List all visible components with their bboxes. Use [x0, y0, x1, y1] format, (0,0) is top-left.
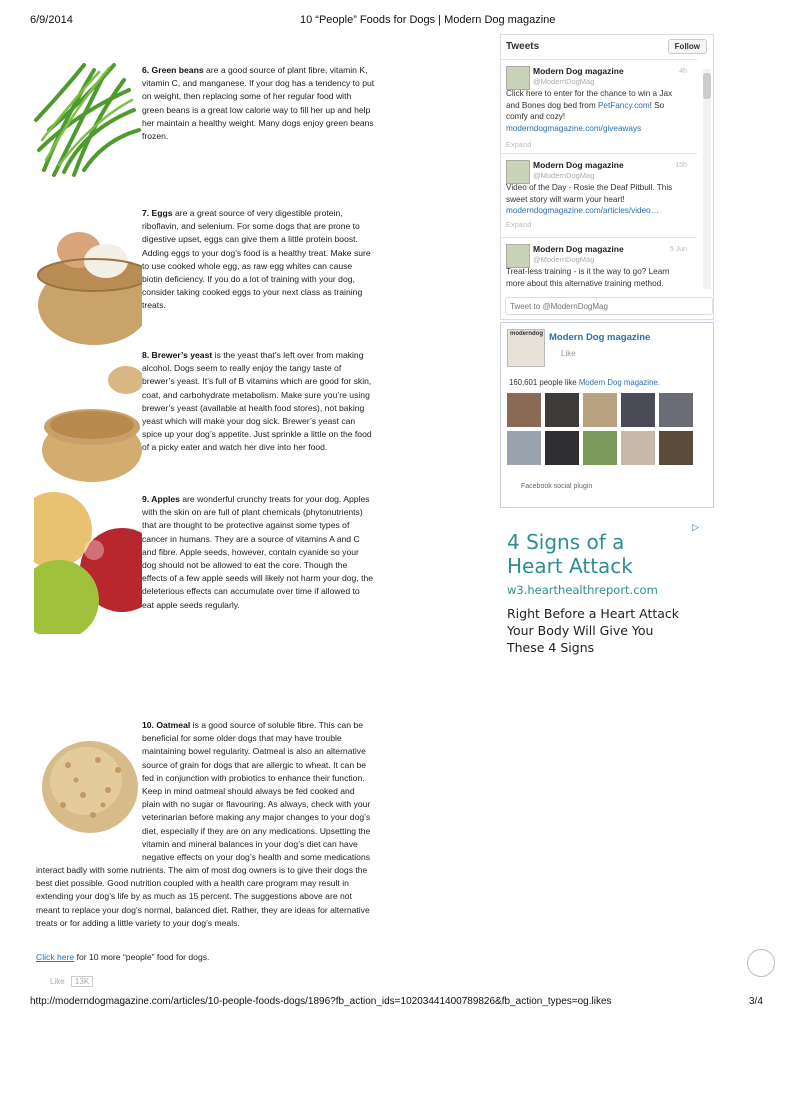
text-line: digestive upset, eggs can give them a little protein boost. [142, 234, 358, 245]
expand-link[interactable]: Expand [506, 220, 532, 229]
fb-like-button[interactable]: Like [561, 349, 576, 358]
avatar [506, 160, 530, 184]
fan-photo[interactable] [583, 431, 617, 465]
text-line: that are thought to be protective against some types of [142, 520, 350, 531]
text-line: source of grain for dogs that are allergic to wheat. It can be [142, 759, 367, 770]
tweet[interactable] [501, 237, 697, 295]
petfancy-link[interactable]: PetFancy.com [597, 100, 650, 110]
green-beans-image [34, 60, 142, 178]
tweet-list [501, 59, 713, 295]
click-here-text: for 10 more “people” food for dogs. [76, 952, 210, 962]
tweet[interactable] [501, 59, 697, 152]
tweet-text: Treat-less training - is it the way to go? Learn more about this alternative training method. [506, 267, 670, 288]
tweet-time: 5 Jun [669, 246, 687, 253]
text-line: brewer’s yeast (available at health food stores), not baking [142, 402, 365, 413]
text-line: diet, especially if they are on any medications. Upsetting the [142, 825, 371, 836]
avatar [506, 66, 530, 90]
tweet-handle: @ModernDogMag [533, 171, 595, 180]
tweet-compose-input[interactable] [505, 297, 713, 315]
text-line: treats or for adding a little variety to your dog’s meals. [36, 917, 240, 928]
brewers-yeast-image [34, 345, 142, 485]
tweet-author: Modern Dog magazine [533, 66, 624, 76]
text-line: vitamin and mineral balances in your dog’s diet can have [142, 838, 358, 849]
text-line: negative effects on your dog’s health and some medications [142, 852, 371, 863]
text-line: maintaining bowel regularity. Oatmeal is also an alternative [142, 746, 366, 757]
tweet-text: Video of the Day - Rosie the Deaf Pitbull. This sweet story will warm your heart! moderndogmagazine.com/articles/video… [506, 182, 691, 217]
item-green-beans [142, 64, 392, 143]
ad-text: Right Before a Heart Attack Your Body Will Give You These 4 Signs [507, 606, 680, 655]
item-heading: 8. Brewer’s yeast [142, 350, 213, 360]
text-line: 6. Green beans are a good source of plant fibre, vitamin K, [142, 65, 368, 75]
text-line: eat apple seeds regularly. [142, 599, 240, 610]
like-label[interactable]: Like [50, 977, 65, 986]
text-line: fed in conjunction with probiotics to enhance their function. [142, 772, 365, 783]
fan-photo[interactable] [659, 431, 693, 465]
tweet-handle: @ModernDogMag [533, 255, 595, 264]
click-here-link[interactable]: Click here [36, 952, 75, 962]
text-line: on weight, then replacing some of her regular food with [142, 91, 352, 102]
text-line: beneficial for some older dogs that may have trouble [142, 733, 342, 744]
text-line: Keep in mind oatmeal should always be fed cooked and [142, 786, 355, 797]
text-line: plain with no sugar or flavouring. As always, check with your [142, 799, 371, 810]
text-line: Adding eggs to your dog’s food is a healthy treat. Make sure [142, 247, 371, 258]
ad-choices-icon[interactable]: ▷ [692, 522, 699, 532]
text-line: biotin deficiency. If you do a lot of training with your dog, [142, 274, 355, 285]
fb-likes-count: 160,601 people like Modern Dog magazine. [509, 378, 660, 387]
text-line: extending your dog’s life by as much as 15 percent. The suggestions above are not [36, 891, 352, 902]
text-line: and fibre. Apple seeds, however, contain cyanide so your [142, 546, 359, 557]
tweet[interactable] [501, 153, 697, 236]
click-here-line [36, 951, 336, 964]
fan-photo[interactable] [583, 393, 617, 427]
item-heading: 7. Eggs [142, 208, 173, 218]
like-count: 13K [71, 976, 93, 987]
oatmeal-continued [36, 864, 416, 930]
item-oatmeal [142, 719, 392, 864]
scan-hole-mark [747, 949, 775, 977]
facebook-like-box [500, 322, 714, 508]
tweet-scrollbar[interactable] [703, 69, 711, 289]
text-line: effects of a few apple seeds will likely not harm your dog, the [142, 573, 374, 584]
ad-url[interactable]: w3.hearthealthreport.com [507, 583, 658, 597]
fan-photo[interactable] [621, 431, 655, 465]
avatar [506, 244, 530, 268]
ad-title[interactable]: 4 Signs of a Heart Attack [507, 530, 633, 578]
tweet-author: Modern Dog magazine [533, 244, 624, 254]
fan-photo[interactable] [545, 393, 579, 427]
text-line: with the skin on are full of plant chemicals (phytonutrients) [142, 507, 363, 518]
twitter-widget [500, 34, 714, 320]
item-apples [142, 493, 392, 612]
text-line: 10. Oatmeal is a good source of soluble fibre. This can be [142, 720, 364, 730]
item-heading: 10. Oatmeal [142, 720, 191, 730]
fb-page-name[interactable]: Modern Dog magazine [549, 332, 651, 343]
item-heading: 9. Apples [142, 494, 180, 504]
fan-photo[interactable] [621, 393, 655, 427]
tweets-title: Tweets [506, 41, 540, 52]
tweet-link[interactable]: moderndogmagazine.com/giveaways [506, 123, 642, 133]
tweet-handle: @ModernDogMag [533, 77, 595, 86]
text-line: interact badly with some nutrients. The aim of most dog owners is to give their dogs the [36, 865, 368, 875]
text-line: meant to replace your dog’s normal, balanced diet. Rather, they are ideas for alternative [36, 904, 370, 915]
tweet-author: Modern Dog magazine [533, 160, 624, 170]
expand-link[interactable]: Expand [506, 140, 532, 149]
apples-image [34, 490, 142, 634]
fan-photo[interactable] [507, 431, 541, 465]
fan-photo[interactable] [659, 393, 693, 427]
page-title: 10 “People” Foods for Dogs | Modern Dog magazine [300, 14, 556, 26]
tweet-time: 15h [675, 162, 687, 169]
text-line: frozen. [142, 131, 169, 142]
text-line: 8. Brewer’s yeast is the yeast that’s left over from making [142, 350, 364, 360]
footer-url: http://moderndogmagazine.com/articles/10-people-foods-dogs/1896?fb_action_ids=10203441400789826&fb_action_types=og.likes [30, 996, 612, 1007]
oatmeal-image [38, 725, 140, 840]
text-line: brewer’s yeast. It’s full of B vitamins which are good for skin, [142, 376, 372, 387]
text-line: spice up your dog’s appetite. Just sprinkle a little on the food [142, 429, 372, 440]
text-line: 7. Eggs are a great source of very digestible protein, [142, 208, 343, 218]
text-line: cancer in humans. They are a source of vitamins A and C [142, 533, 360, 544]
text-line: dog should not be allowed to eat the core. Though the [142, 560, 348, 571]
text-line: best diet possible. Good nutrition coupled with a health care program may result in [36, 878, 349, 889]
text-line: alcohol. Dogs seem to really enjoy the tangy taste of [142, 363, 342, 374]
scrollbar-thumb[interactable] [703, 73, 711, 99]
like-widget[interactable] [50, 976, 93, 987]
print-date: 6/9/2014 [30, 14, 73, 26]
follow-button[interactable]: Follow [668, 39, 707, 54]
footer-page-number: 3/4 [749, 996, 763, 1007]
text-line: consider taking cooked eggs to your next class as training [142, 287, 363, 298]
fb-logo-text: moderndog [510, 331, 543, 337]
item-brewers-yeast [142, 349, 392, 455]
text-line: coat, and carbohydrate metabolism. Make sure you’re using [142, 389, 370, 400]
tweet-link[interactable]: moderndogmagazine.com/articles/video… [506, 206, 659, 215]
tweet-time: 4h [679, 68, 687, 75]
text-line: of a picky eater and watch her dive into her food. [142, 442, 328, 453]
fb-page-avatar [507, 329, 545, 367]
text-line: treats. [142, 300, 166, 311]
fb-fan-grid [507, 393, 707, 465]
text-line: green beans is a great low calorie way to fill her up and help [142, 104, 371, 115]
item-heading: 6. Green beans [142, 65, 204, 75]
eggs-bowl-image [34, 205, 142, 347]
text-line: vitamin C, and manganese. If your dog has a tendency to put [142, 78, 375, 89]
text-line: riboflavin, and selenium. For some dogs that are prone to [142, 221, 360, 232]
fan-photo[interactable] [507, 393, 541, 427]
text-line: yeast which will make your dog sick. Brewer’s yeast can [142, 416, 356, 427]
text-line: her maintain a healthy weight. Many dogs enjoy green beans [142, 117, 374, 128]
tweet-text: Click here to enter for the chance to win a Jax and Bones dog bed from PetFancy.com! So comfy and cozy! moderndogmagazine.com/giveaways [506, 88, 691, 134]
fan-photo[interactable] [545, 431, 579, 465]
text-line: veterinarian before making any major changes to your dog’s [142, 812, 371, 823]
text-line: 9. Apples are wonderful crunchy treats for your dog. Apples [142, 494, 370, 504]
fb-social-plugin-label: Facebook social plugin [521, 483, 593, 490]
text-line: to use cooked whole egg, as raw egg whites can cause [142, 260, 353, 271]
text-line: deleterious effects can accumulate over time if allowed to [142, 586, 360, 597]
item-eggs [142, 207, 392, 313]
